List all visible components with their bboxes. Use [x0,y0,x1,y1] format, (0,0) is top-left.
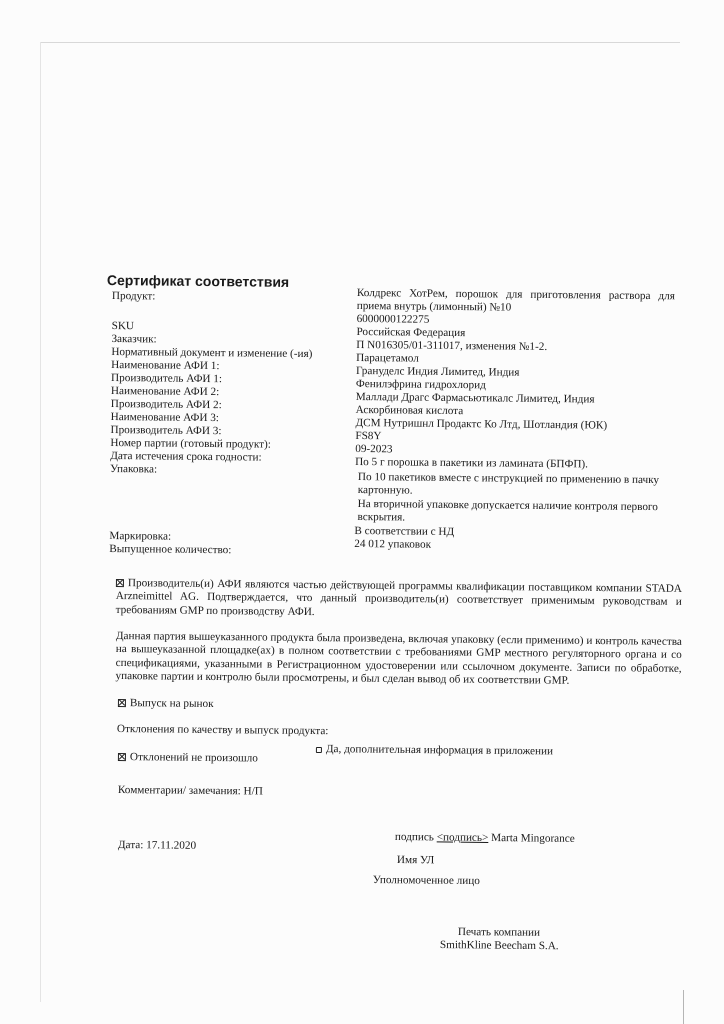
qualification-checkbox [116,579,124,587]
value-released-quantity: 24 012 упаковок [354,537,432,551]
label-batch-number: Номер партии (готовый продукт): [110,436,271,451]
deviations-heading: Отклонения по качеству и выпуск продукта: [116,723,329,738]
label-expiry-date: Дата истечения срока годности: [110,449,262,464]
scan-edge-right [683,990,684,1024]
signatory-name: Marta Mingorance [491,832,575,845]
value-customer: Российская Федерация [356,325,466,340]
deviation-yes-checkbox [316,747,322,753]
name-label: Имя УЛ [396,854,435,867]
comments: Комментарии/ замечания: Н/П [117,784,263,798]
value-api2-manufacturer: Маллади Драгс Фармасьютикалс Лимитед, Индия [355,390,595,406]
value-api1-name: Парацетамол [356,351,419,365]
deviation-no-checkbox [118,753,126,761]
scan-edge-left [40,42,41,1002]
stamp-label: Печать компании [457,926,541,939]
value-normative-doc: П N016305/01-311017, изменения №1-2. [356,338,548,353]
signature-mark: <подпись> [436,831,489,844]
label-api3-name: Наименование АФИ 3: [110,410,220,425]
date: Дата: 17.11.2020 [117,839,197,852]
release-row [118,697,214,710]
company-name: SmithKline Beecham S.A. [439,939,559,953]
value-sku: 6000000122275 [356,312,430,326]
value-api1-manufacturer: Грануделс Индия Лимитед, Индия [356,364,520,379]
label-customer: Заказчик: [111,332,157,346]
value-product: Колдрекс ХотРем, порошок для приготовления раствора для приема внутрь (лимонный) №10 [356,286,675,314]
value-batch-number: FS8Y [355,429,382,443]
scan-edge-top [40,42,680,43]
label-api1-manufacturer: Производитель АФИ 1: [111,371,223,386]
value-marking: В соответствии с НД [354,524,455,539]
value-api3-name: Аскорбиновая кислота [355,403,464,418]
signature-line [395,831,575,845]
label-api3-manufacturer: Производитель АФИ 3: [110,423,222,438]
label-product: Продукт: [111,290,156,303]
value-packaging-extra-2: На вторичной упаковке допускается наличие контроля первого вскрытия. [357,498,658,524]
label-sku: SKU [111,319,135,333]
authorized-person: Уполномоченное лицо [372,874,480,888]
value-packaging: По 5 г порошка в пакетики из ламината (БПФП). [355,455,589,471]
label-released-quantity: Выпущенное количество: [109,542,232,557]
value-api3-manufacturer: ДСМ Нутришнл Продактс Ко Лтд, Шотландия (ЮК) [355,416,608,432]
value-api2-name: Фенилэфрина гидрохлорид [355,377,486,392]
deviation-no-row [118,751,258,764]
label-normative-doc: Нормативный документ и изменение (-ия) [111,345,313,361]
signature-prefix: подпись [394,831,434,844]
qualification-paragraph [116,577,682,623]
value-expiry-date: 09-2023 [355,442,393,456]
qualification-text: Производитель(и) АФИ являются частью действующей программы квалификации поставщиком компании STADA Arzneimittel AG. Подтверждается, что данный производитель(и) соответствует применимым руководствам и требованиям GMP по производству АФИ. [115,577,682,618]
label-marking: Маркировка: [109,529,172,543]
document-title: Сертификат соответствия [106,272,290,290]
release-checkbox [118,699,126,707]
release-label: Выпуск на рынок [129,697,214,711]
batch-paragraph: Данная партия вышеуказанного продукта была произведена, включая упаковку (если применимо) и контроль качества на вышеуказанной площадке(ах) в полном соответствии с требованиями GMP местного регуляторного органа и со спецификациями, указанными в Регистрационном удостоверении или ссылочном документе. Записи по обработке, упаковке партии и контролю были просмотрены, и был сделан вывод об их соответствии GMP. [115,630,682,687]
field-values [354,282,675,551]
label-api1-name: Наименование АФИ 1: [111,358,220,373]
deviation-no-label: Отклонений не произошло [129,751,258,765]
deviation-yes-row [316,743,553,757]
label-api2-name: Наименование АФИ 2: [110,384,220,399]
value-packaging-extra-1: По 10 пакетиков вместе с инструкцией по применению в пачку картонную. [357,471,660,497]
label-api2-manufacturer: Производитель АФИ 2: [110,397,222,412]
label-packaging: Упаковка: [110,462,158,476]
deviation-yes-label: Да, дополнительная информация в приложении [325,743,554,758]
